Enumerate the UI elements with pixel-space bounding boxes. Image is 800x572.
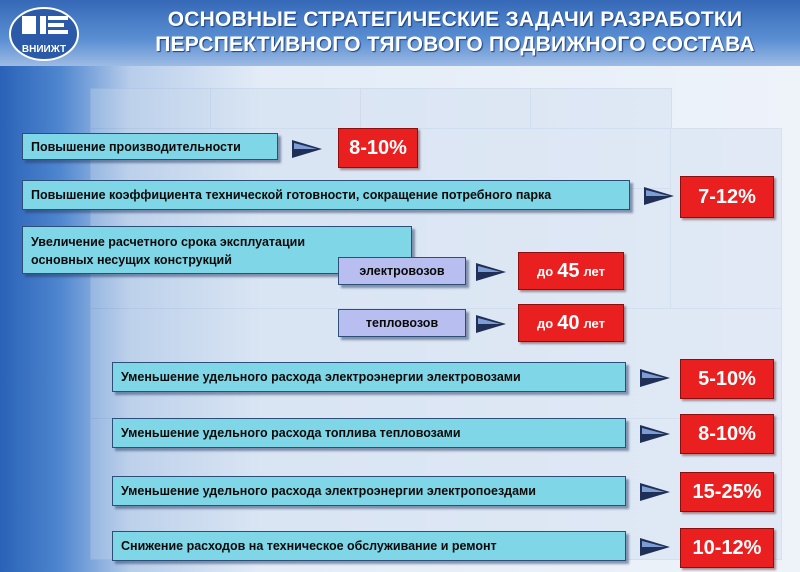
arrow-right-icon (638, 423, 672, 445)
logo-text: ВНИИЖТ (21, 44, 67, 55)
value-maintenance-costs: 10-12% (680, 528, 774, 568)
value-electric-consumption-locomotives: 5-10% (680, 359, 774, 399)
task-label: Повышение коэффициента технической готовности, сокращение потребного парка (31, 188, 552, 202)
header-bar (0, 0, 800, 66)
page-title-line1: ОСНОВНЫЕ СТРАТЕГИЧЕСКИЕ ЗАДАЧИ РАЗРАБОТКИ (167, 8, 743, 31)
task-label: Повышение производительности (31, 139, 241, 154)
task-maintenance-costs: Снижение расходов на техническое обслуживание и ремонт (112, 531, 626, 561)
value-electric-consumption-trains: 15-25% (680, 472, 774, 512)
arrow-right-icon (474, 261, 508, 283)
task-label-line2: основных несущих конструкций (31, 253, 232, 267)
page-title-line2: ПЕРСПЕКТИВНОГО ТЯГОВОГО ПОДВИЖНОГО СОСТАВА (155, 33, 755, 56)
value-diesel-locomotives: до 40 лет (518, 304, 624, 342)
task-fuel-consumption: Уменьшение удельного расхода топлива тепловозами (112, 418, 626, 448)
arrow-right-icon (638, 481, 672, 503)
task-electric-consumption-locomotives: Уменьшение удельного расхода электроэнергии электровозами (112, 362, 626, 392)
value-readiness: 7-12% (680, 176, 774, 218)
value-electric-locomotives: до 45 лет (518, 252, 624, 290)
arrow-right-icon (290, 138, 324, 160)
value-fuel-consumption: 8-10% (680, 414, 774, 454)
sub-electric-locomotives: электровозов (338, 257, 466, 285)
vniizht-logo-icon (8, 6, 80, 62)
task-productivity (22, 133, 278, 160)
arrow-right-icon (638, 367, 672, 389)
arrow-right-icon (642, 185, 676, 207)
arrow-right-icon (474, 313, 508, 335)
arrow-right-icon (638, 536, 672, 558)
task-electric-consumption-trains: Уменьшение удельного расхода электроэнергии электропоездами (112, 476, 626, 506)
sub-diesel-locomotives: тепловозов (338, 309, 466, 337)
task-readiness (22, 180, 630, 210)
value-productivity: 8-10% (338, 128, 418, 168)
task-label-line1: Увеличение расчетного срока эксплуатации (31, 235, 306, 249)
